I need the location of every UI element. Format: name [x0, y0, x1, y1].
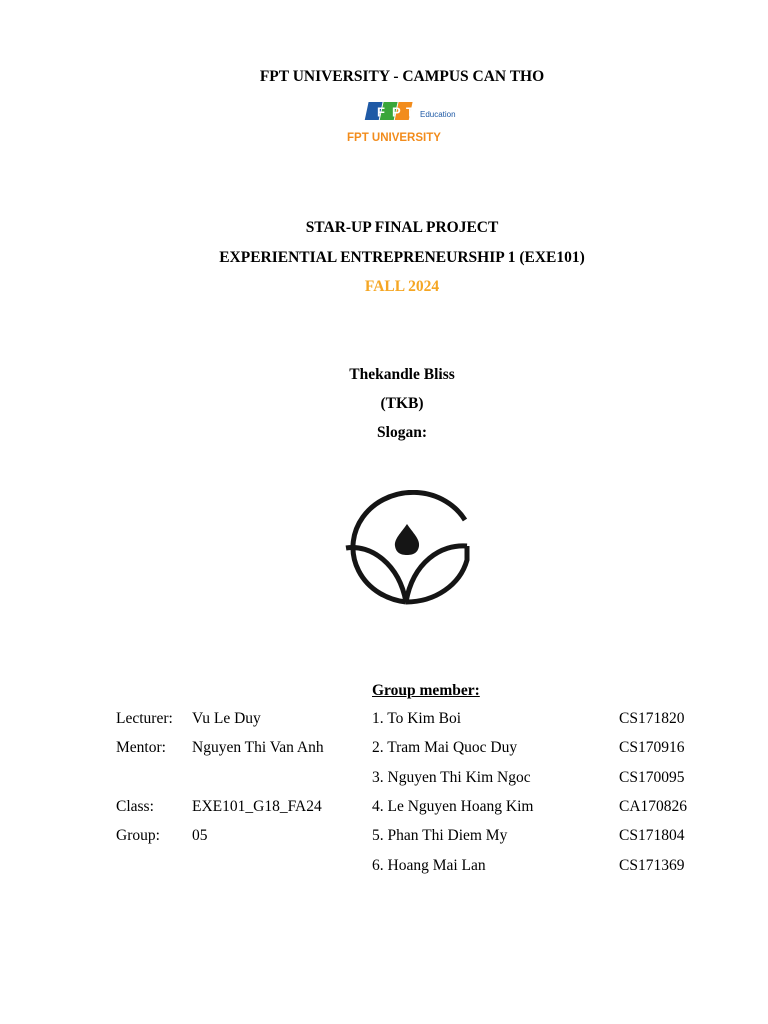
member-id: CS171369	[619, 857, 685, 874]
member-name: 4. Le Nguyen Hoang Kim	[372, 798, 534, 815]
university-title: FPT UNIVERSITY - CAMPUS CAN THO	[259, 68, 545, 85]
member-name: 1. To Kim Boi	[372, 710, 462, 727]
member-name: 5. Phan Thi Diem My	[372, 827, 508, 844]
project-title: STAR-UP FINAL PROJECT	[305, 219, 499, 236]
group-label: Group:	[116, 827, 160, 844]
member-id: CS170916	[619, 739, 685, 756]
member-name: 3. Nguyen Thi Kim Ngoc	[372, 769, 531, 786]
class-value: EXE101_G18_FA24	[192, 798, 322, 815]
member-id: CS170095	[619, 769, 685, 786]
member-id: CS171820	[619, 710, 685, 727]
brand-name: Thekandle Bliss	[349, 366, 455, 383]
fpt-logo-letter-p: P	[392, 104, 401, 120]
thekandle-bliss-logo	[343, 490, 471, 606]
fpt-education-logo	[345, 100, 460, 146]
flame-icon	[395, 524, 419, 555]
member-id: CA170826	[619, 798, 688, 815]
fpt-logo-education-text: Education	[420, 110, 456, 119]
member-id: CS171804	[619, 827, 685, 844]
lecturer-value: Vu Le Duy	[192, 710, 261, 727]
fpt-logo-university-text: FPT UNIVERSITY	[347, 132, 441, 144]
group-member-heading: Group member:	[372, 682, 480, 699]
semester: FALL 2024	[364, 278, 440, 295]
course-title: EXPERIENTIAL ENTREPRENEURSHIP 1 (EXE101)	[219, 249, 585, 266]
mentor-label: Mentor:	[116, 739, 166, 756]
class-label: Class:	[116, 798, 154, 815]
group-value: 05	[192, 827, 208, 844]
fpt-logo-letter-t: T	[406, 104, 414, 120]
member-name: 6. Hoang Mai Lan	[372, 857, 486, 874]
brand-abbreviation: (TKB)	[380, 395, 424, 412]
fpt-logo-letter-f: F	[377, 104, 385, 120]
slogan-label: Slogan:	[377, 424, 427, 441]
lecturer-label: Lecturer:	[116, 710, 173, 727]
member-name: 2. Tram Mai Quoc Duy	[372, 739, 518, 756]
mentor-value: Nguyen Thi Van Anh	[192, 739, 324, 756]
